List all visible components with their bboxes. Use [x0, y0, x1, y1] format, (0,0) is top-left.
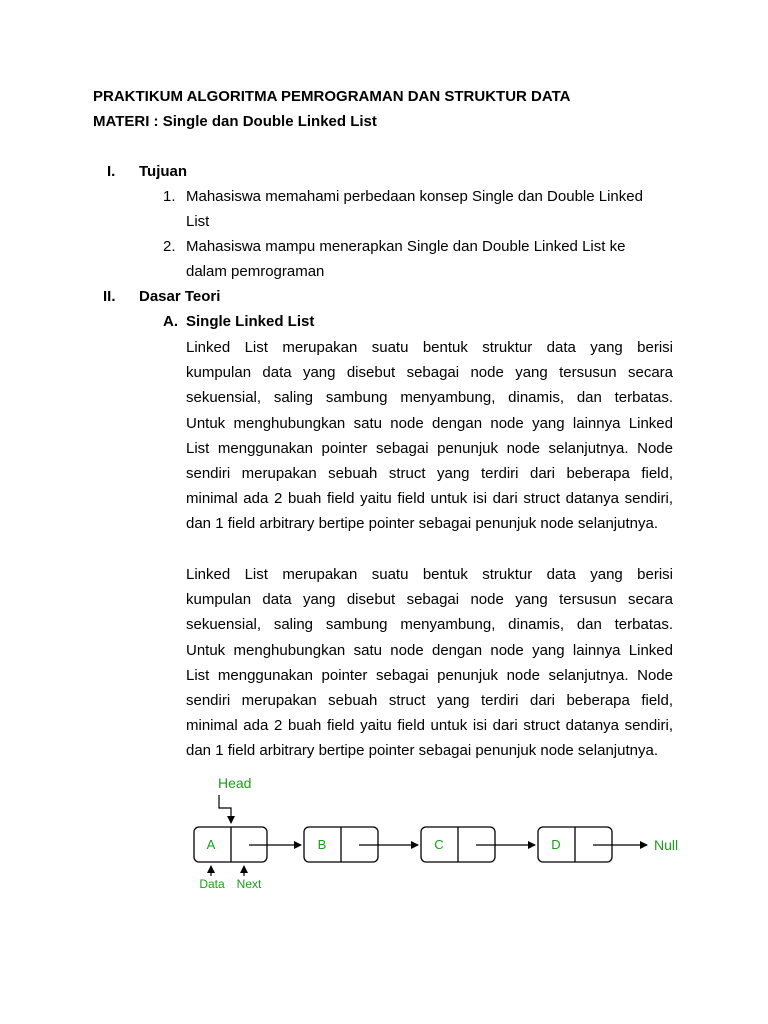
list-item-text: Mahasiswa memahami perbedaan konsep Single dan Double Linked	[186, 188, 643, 205]
next-field-label: Next	[236, 877, 262, 891]
paragraph-line: dan 1 field arbitrary bertipe pointer sebagai penunjuk node selanjutnya.	[186, 515, 658, 533]
section-2-numeral: II.	[103, 288, 116, 305]
subsection-heading: Single Linked List	[186, 313, 315, 330]
paragraph-line: kumpulan data yang disebut sebagai node yang tersusun secara	[186, 591, 673, 609]
paragraph-line: Untuk menghubungkan satu node dengan node yang lainnya Linked	[186, 414, 673, 432]
list-item-number: 2.	[163, 238, 176, 255]
node-b-label: B	[317, 837, 327, 852]
paragraph-line: dan 1 field arbitrary bertipe pointer sebagai penunjuk node selanjutnya.	[186, 742, 658, 760]
data-field-label: Data	[199, 877, 225, 891]
paragraph-line: List menggunakan pointer sebagai penunjuk node selanjutnya. Node	[186, 439, 673, 457]
paragraph-line: minimal ada 2 buah field yaitu field untuk isi dari struct datanya sendiri,	[186, 490, 673, 508]
paragraph-line: List menggunakan pointer sebagai penunjuk node selanjutnya. Node	[186, 666, 673, 684]
paragraph-line: Untuk menghubungkan satu node dengan node yang lainnya Linked	[186, 641, 673, 659]
paragraph-line: kumpulan data yang disebut sebagai node yang tersusun secara	[186, 364, 673, 382]
paragraph-line: minimal ada 2 buah field yaitu field untuk isi dari struct datanya sendiri,	[186, 717, 673, 735]
node-c-label: C	[434, 837, 444, 852]
list-item-text: List	[186, 213, 210, 230]
paragraph-line: sekuensial, saling sambung menyambung, dinamis, dan terbatas.	[186, 389, 673, 407]
head-pointer-arrow	[219, 795, 231, 823]
list-item-text: Mahasiswa mampu menerapkan Single dan Double Linked List ke	[186, 238, 626, 255]
node-a-label: A	[206, 837, 216, 852]
paragraph-line: sekuensial, saling sambung menyambung, dinamis, dan terbatas.	[186, 616, 673, 634]
document-title: PRAKTIKUM ALGORITMA PEMROGRAMAN DAN STRUKTUR DATA	[93, 88, 571, 105]
paragraph-line: Linked List merupakan suatu bentuk struktur data yang berisi	[186, 566, 673, 583]
paragraph-line: sendiri merupakan sebuah struct yang terdiri dari beberapa field,	[186, 691, 673, 709]
node-d-label: D	[551, 837, 561, 852]
section-2-heading: Dasar Teori	[139, 288, 221, 305]
paragraph-line: sendiri merupakan sebuah struct yang terdiri dari beberapa field,	[186, 464, 673, 482]
list-item-number: 1.	[163, 188, 176, 205]
head-label: Head	[218, 775, 252, 791]
subsection-letter: A.	[163, 313, 178, 330]
null-label: Null	[654, 837, 679, 853]
section-1-heading: Tujuan	[139, 163, 188, 180]
list-item-text: dalam pemrograman	[186, 263, 325, 280]
paragraph-line: Linked List merupakan suatu bentuk struktur data yang berisi	[186, 339, 673, 356]
document-subtitle: MATERI : Single dan Double Linked List	[93, 113, 377, 130]
section-1-numeral: I.	[107, 163, 116, 180]
